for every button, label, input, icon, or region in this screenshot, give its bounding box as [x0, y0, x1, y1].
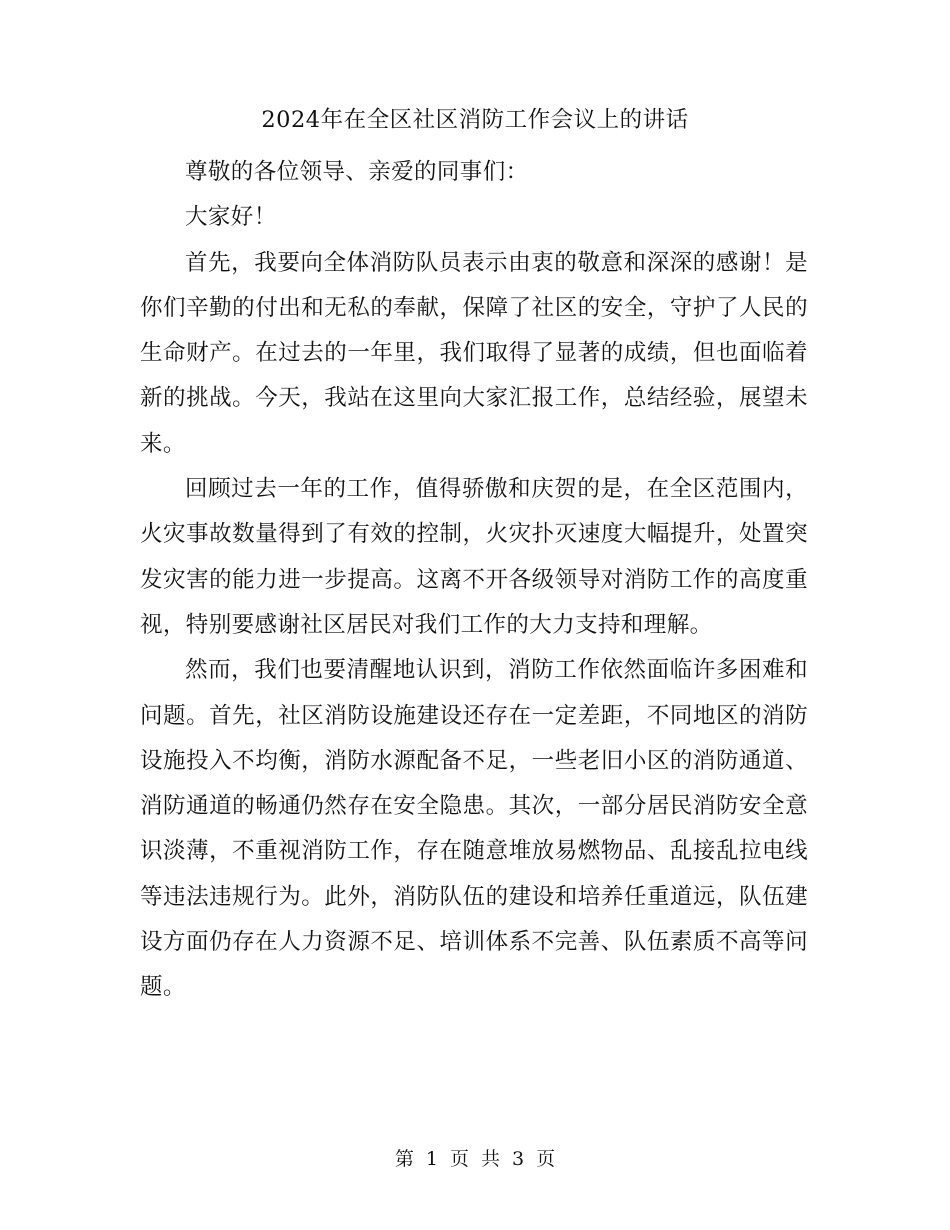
- body-paragraph-thanks: 首先，我要向全体消防队员表示由衷的敬意和深深的感谢！是你们辛勤的付出和无私的奉献，保障了社区的安全，守护了人民的生命财产。在过去的一年里，我们取得了显著的成绩，但也面临着新的挑战。今天，我站在这里向大家汇报工作，总结经验，展望未来。: [140, 249, 808, 457]
- body-paragraph-review: 回顾过去一年的工作，值得骄傲和庆贺的是，在全区范围内，火灾事故数量得到了有效的控制，火灾扑灭速度大幅提升，处置突发灾害的能力进一步提高。这离不开各级领导对消防工作的高度重视，特别要感谢社区居民对我们工作的大力支持和理解。: [140, 476, 808, 638]
- document-body: [140, 150, 808, 1011]
- document-title: 2024年在全区社区消防工作会议上的讲话: [261, 107, 689, 133]
- page-number-footer: 第 1 页 共 3 页: [394, 1148, 556, 1170]
- greeting-paragraph: 大家好！: [185, 204, 277, 231]
- salutation-paragraph: 尊敬的各位领导、亲爱的同事们：: [185, 159, 529, 185]
- body-paragraph-problems: 然而，我们也要清醒地认识到，消防工作依然面临许多困难和问题。首先，社区消防设施建设还存在一定差距，不同地区的消防设施投入不均衡，消防水源配备不足，一些老旧小区的消防通道、消防通道的畅通仍然存在安全隐患。其次，一部分居民消防安全意识淡薄，不重视消防工作，存在随意堆放易燃物品、乱接乱拉电线等违法违规行为。此外，消防队伍的建设和培养任重道远，队伍建设方面仍存在人力资源不足、培训体系不完善、队伍素质不高等问题。: [140, 657, 808, 1001]
